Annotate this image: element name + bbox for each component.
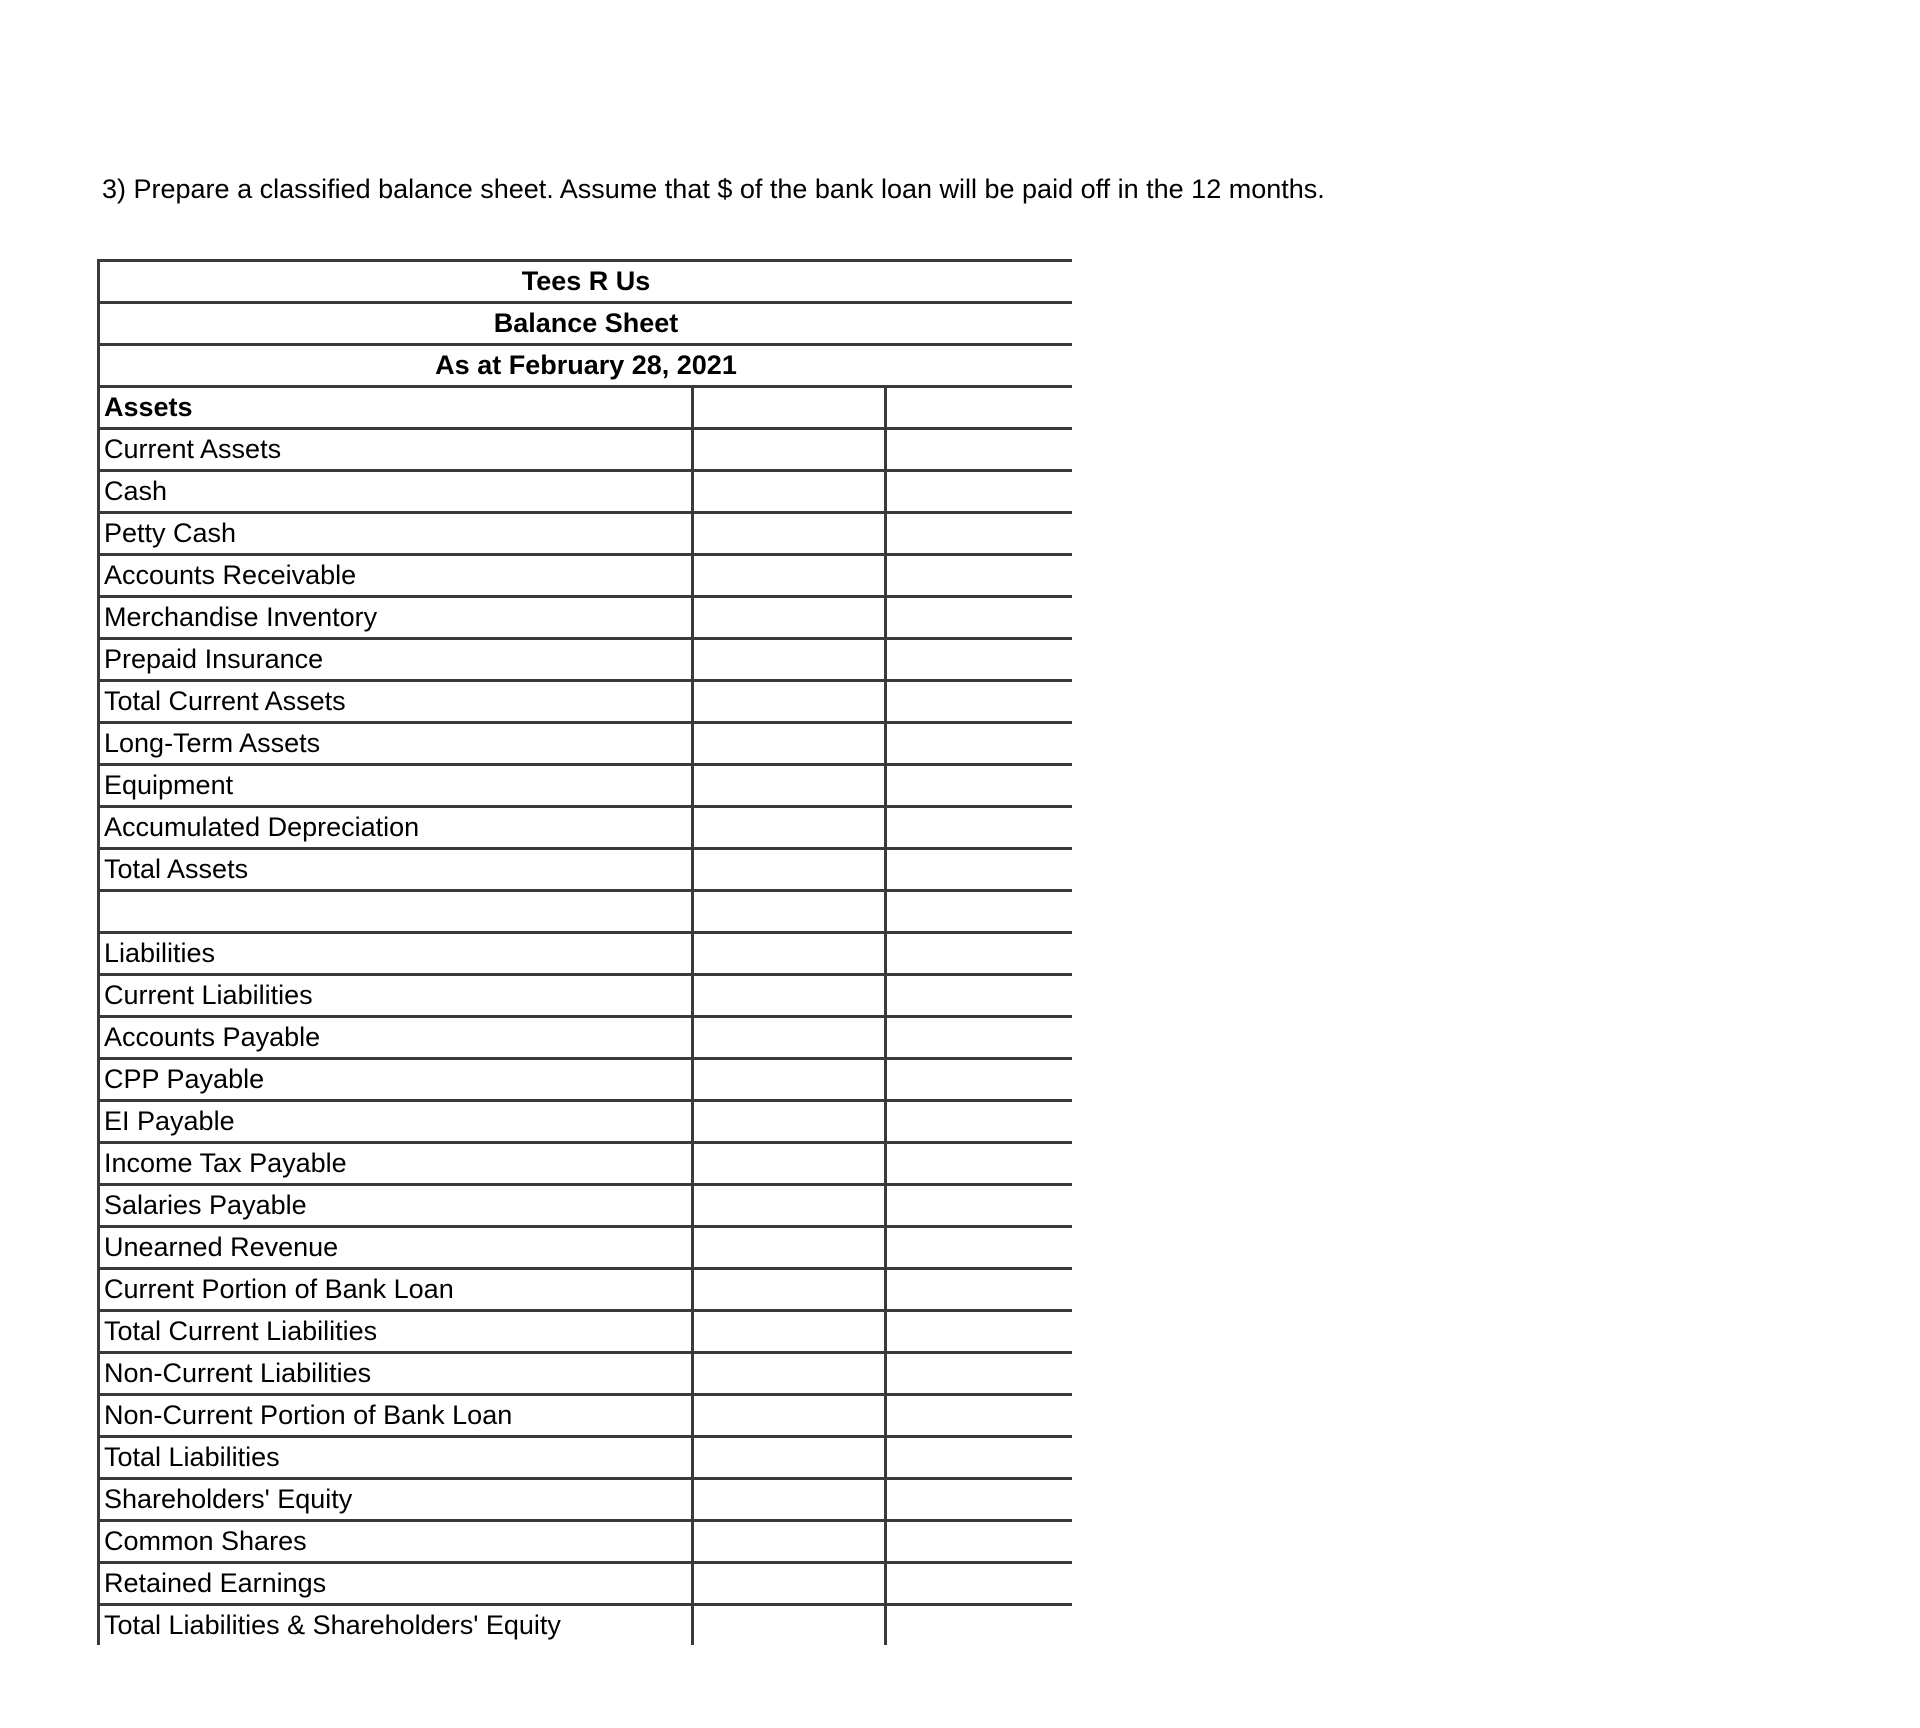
table-row <box>99 1353 1073 1395</box>
row-label: Income Tax Payable <box>99 1143 693 1185</box>
row-label: Cash <box>99 471 693 513</box>
table-row <box>99 849 1073 891</box>
row-label: CPP Payable <box>99 1059 693 1101</box>
amount-cell-inner[interactable] <box>693 681 886 723</box>
amount-cell-outer[interactable] <box>886 1017 1073 1059</box>
amount-cell-outer[interactable] <box>886 1479 1073 1521</box>
amount-cell-inner[interactable] <box>693 1227 886 1269</box>
table-row <box>99 681 1073 723</box>
row-label: Equipment <box>99 765 693 807</box>
row-label: Accounts Receivable <box>99 555 693 597</box>
amount-cell-inner[interactable] <box>693 429 886 471</box>
amount-cell-inner[interactable] <box>693 891 886 933</box>
amount-cell-outer[interactable] <box>886 1353 1073 1395</box>
amount-cell-inner[interactable] <box>693 1563 886 1605</box>
company-name: Tees R Us <box>99 261 1073 303</box>
amount-cell-outer[interactable] <box>886 1395 1073 1437</box>
row-label <box>99 891 693 933</box>
table-row <box>99 765 1073 807</box>
amount-cell-inner[interactable] <box>693 1269 886 1311</box>
row-label: Petty Cash <box>99 513 693 555</box>
balance-sheet-table <box>97 259 1072 1645</box>
row-label: Current Portion of Bank Loan <box>99 1269 693 1311</box>
amount-cell-outer[interactable] <box>886 387 1073 429</box>
amount-cell-outer[interactable] <box>886 639 1073 681</box>
header-row-date <box>99 345 1073 387</box>
row-label: Non-Current Portion of Bank Loan <box>99 1395 693 1437</box>
amount-cell-outer[interactable] <box>886 1437 1073 1479</box>
table-row <box>99 471 1073 513</box>
table-row <box>99 1479 1073 1521</box>
instruction-text: 3) Prepare a classified balance sheet. Assume that $ of the bank loan will be paid off in the 12 months. <box>102 174 1325 204</box>
amount-cell-outer[interactable] <box>886 1311 1073 1353</box>
amount-cell-outer[interactable] <box>886 1101 1073 1143</box>
amount-cell-inner[interactable] <box>693 1185 886 1227</box>
statement-title: Balance Sheet <box>99 303 1073 345</box>
row-label: Merchandise Inventory <box>99 597 693 639</box>
table-row <box>99 1017 1073 1059</box>
amount-cell-inner[interactable] <box>693 723 886 765</box>
amount-cell-outer[interactable] <box>886 1563 1073 1605</box>
amount-cell-outer[interactable] <box>886 1605 1073 1646</box>
table-row <box>99 597 1073 639</box>
row-label: Accounts Payable <box>99 1017 693 1059</box>
header-row-statement <box>99 303 1073 345</box>
amount-cell-inner[interactable] <box>693 597 886 639</box>
amount-cell-outer[interactable] <box>886 1185 1073 1227</box>
amount-cell-inner[interactable] <box>693 807 886 849</box>
amount-cell-outer[interactable] <box>886 597 1073 639</box>
table-row <box>99 387 1073 429</box>
row-label: Accumulated Depreciation <box>99 807 693 849</box>
table-row <box>99 429 1073 471</box>
amount-cell-outer[interactable] <box>886 555 1073 597</box>
amount-cell-outer[interactable] <box>886 471 1073 513</box>
amount-cell-outer[interactable] <box>886 723 1073 765</box>
table-row <box>99 933 1073 975</box>
table-row <box>99 1269 1073 1311</box>
row-label: Unearned Revenue <box>99 1227 693 1269</box>
table-row <box>99 1143 1073 1185</box>
amount-cell-inner[interactable] <box>693 975 886 1017</box>
amount-cell-inner[interactable] <box>693 387 886 429</box>
table-row <box>99 1395 1073 1437</box>
amount-cell-inner[interactable] <box>693 1059 886 1101</box>
amount-cell-inner[interactable] <box>693 1143 886 1185</box>
table-row <box>99 1311 1073 1353</box>
statement-date: As at February 28, 2021 <box>99 345 1073 387</box>
row-label: Common Shares <box>99 1521 693 1563</box>
amount-cell-inner[interactable] <box>693 1395 886 1437</box>
row-label: EI Payable <box>99 1101 693 1143</box>
table-row <box>99 555 1073 597</box>
table-row <box>99 1059 1073 1101</box>
row-label: Prepaid Insurance <box>99 639 693 681</box>
amount-cell-inner[interactable] <box>693 513 886 555</box>
table-row <box>99 891 1073 933</box>
amount-cell-outer[interactable] <box>886 429 1073 471</box>
row-label: Salaries Payable <box>99 1185 693 1227</box>
amount-cell-outer[interactable] <box>886 681 1073 723</box>
table-row <box>99 1227 1073 1269</box>
amount-cell-outer[interactable] <box>886 933 1073 975</box>
amount-cell-outer[interactable] <box>886 891 1073 933</box>
amount-cell-outer[interactable] <box>886 765 1073 807</box>
amount-cell-inner[interactable] <box>693 555 886 597</box>
table-row <box>99 1605 1073 1646</box>
table-row <box>99 513 1073 555</box>
amount-cell-outer[interactable] <box>886 1521 1073 1563</box>
amount-cell-outer[interactable] <box>886 1059 1073 1101</box>
amount-cell-inner[interactable] <box>693 1479 886 1521</box>
row-label: Long-Term Assets <box>99 723 693 765</box>
row-label: Total Current Assets <box>99 681 693 723</box>
row-label: Non-Current Liabilities <box>99 1353 693 1395</box>
header-row-company <box>99 261 1073 303</box>
amount-cell-outer[interactable] <box>886 1227 1073 1269</box>
amount-cell-inner[interactable] <box>693 1311 886 1353</box>
amount-cell-inner[interactable] <box>693 1605 886 1646</box>
row-label: Current Assets <box>99 429 693 471</box>
amount-cell-inner[interactable] <box>693 1353 886 1395</box>
row-label: Total Assets <box>99 849 693 891</box>
row-label: Total Current Liabilities <box>99 1311 693 1353</box>
row-label: Shareholders' Equity <box>99 1479 693 1521</box>
amount-cell-inner[interactable] <box>693 1017 886 1059</box>
row-label: Total Liabilities & Shareholders' Equity <box>99 1605 693 1646</box>
amount-cell-outer[interactable] <box>886 513 1073 555</box>
amount-cell-inner[interactable] <box>693 1101 886 1143</box>
amount-cell-outer[interactable] <box>886 1269 1073 1311</box>
row-label: Total Liabilities <box>99 1437 693 1479</box>
table-row <box>99 807 1073 849</box>
row-label: Assets <box>99 387 693 429</box>
table-row <box>99 1437 1073 1479</box>
row-label: Current Liabilities <box>99 975 693 1017</box>
amount-cell-inner[interactable] <box>693 849 886 891</box>
balance-sheet <box>97 259 1072 1714</box>
amount-cell-inner[interactable] <box>693 765 886 807</box>
row-label: Retained Earnings <box>99 1563 693 1605</box>
table-row <box>99 1521 1073 1563</box>
table-row <box>99 1101 1073 1143</box>
table-row <box>99 1563 1073 1605</box>
amount-cell-inner[interactable] <box>693 639 886 681</box>
amount-cell-outer[interactable] <box>886 1143 1073 1185</box>
amount-cell-inner[interactable] <box>693 1521 886 1563</box>
row-label: Liabilities <box>99 933 693 975</box>
table-row <box>99 1185 1073 1227</box>
table-row <box>99 975 1073 1017</box>
amount-cell-outer[interactable] <box>886 975 1073 1017</box>
table-row <box>99 723 1073 765</box>
amount-cell-inner[interactable] <box>693 471 886 513</box>
amount-cell-inner[interactable] <box>693 933 886 975</box>
amount-cell-inner[interactable] <box>693 1437 886 1479</box>
amount-cell-outer[interactable] <box>886 807 1073 849</box>
amount-cell-outer[interactable] <box>886 849 1073 891</box>
table-row <box>99 639 1073 681</box>
